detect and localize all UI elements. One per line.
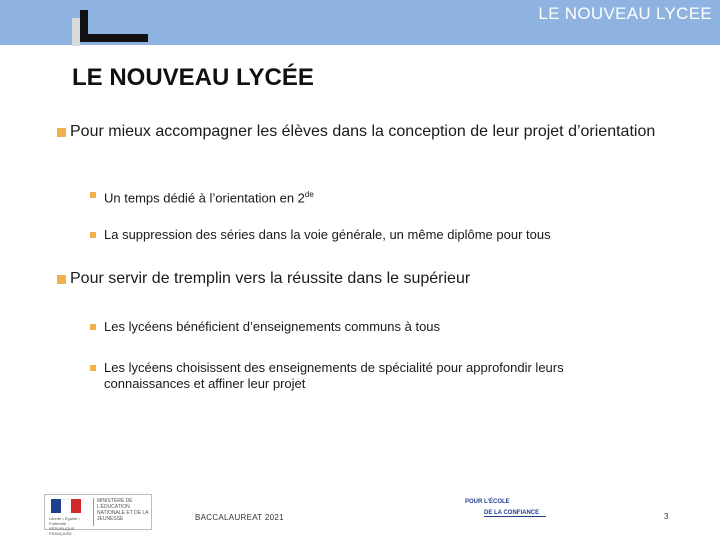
bullet-square-icon (90, 192, 96, 198)
ecole-line-2: DE LA CONFIANCE (484, 510, 540, 516)
footer-center-text: BACCALAUREAT 2021 (195, 513, 284, 522)
ecole-confiance-logo (462, 497, 552, 525)
sub-bullet-2-1 (90, 319, 650, 335)
sub-bullet-text: Les lycéens choisissent des enseignements de spécialité pour approfondir leurs connaissances et affiner leur projet (104, 360, 564, 391)
ministry-logo (44, 494, 152, 536)
ministry-name: MINISTÈRE DE L’ÉDUCATION NATIONALE ET DE LA JEUNESSE (97, 498, 149, 522)
french-flag-icon (51, 499, 81, 513)
sub-bullet-text: Un temps dédié à l’orientation en 2de (104, 190, 314, 206)
page-number: 3 (664, 512, 669, 521)
sub-bullet-text: Les lycéens bénéficient d’enseignements communs à tous (104, 319, 441, 334)
bullet-square-icon (57, 128, 66, 137)
bullet-square-icon (57, 275, 66, 284)
republic-motto: Liberté • Égalité • Fraternité RÉPUBLIQUE FRANÇAISE (49, 516, 80, 536)
sub-bullet-text: La suppression des séries dans la voie générale, un même diplôme pour tous (104, 227, 551, 242)
ecole-line-1: POUR L’ÉCOLE (465, 499, 510, 505)
main-bullet-2-text: Pour servir de tremplin vers la réussite dans le supérieur (70, 270, 471, 287)
corner-bracket-logo (72, 10, 150, 46)
main-bullet-1-text: Pour mieux accompagner les élèves dans la conception de leur projet d’orientation (70, 123, 656, 140)
main-bullet-2 (57, 268, 667, 290)
banner-title: LE NOUVEAU LYCEE (538, 4, 712, 23)
sub-bullet-1-1 (90, 187, 650, 206)
sub-bullet-1-2 (90, 227, 650, 243)
sub-bullet-2-2 (90, 360, 610, 392)
bullet-square-icon (90, 232, 96, 238)
main-bullet-1 (57, 121, 667, 143)
superscript: de (304, 190, 314, 199)
slide-title: LE NOUVEAU LYCÉE (72, 64, 314, 91)
bullet-square-icon (90, 365, 96, 371)
bullet-square-icon (90, 324, 96, 330)
